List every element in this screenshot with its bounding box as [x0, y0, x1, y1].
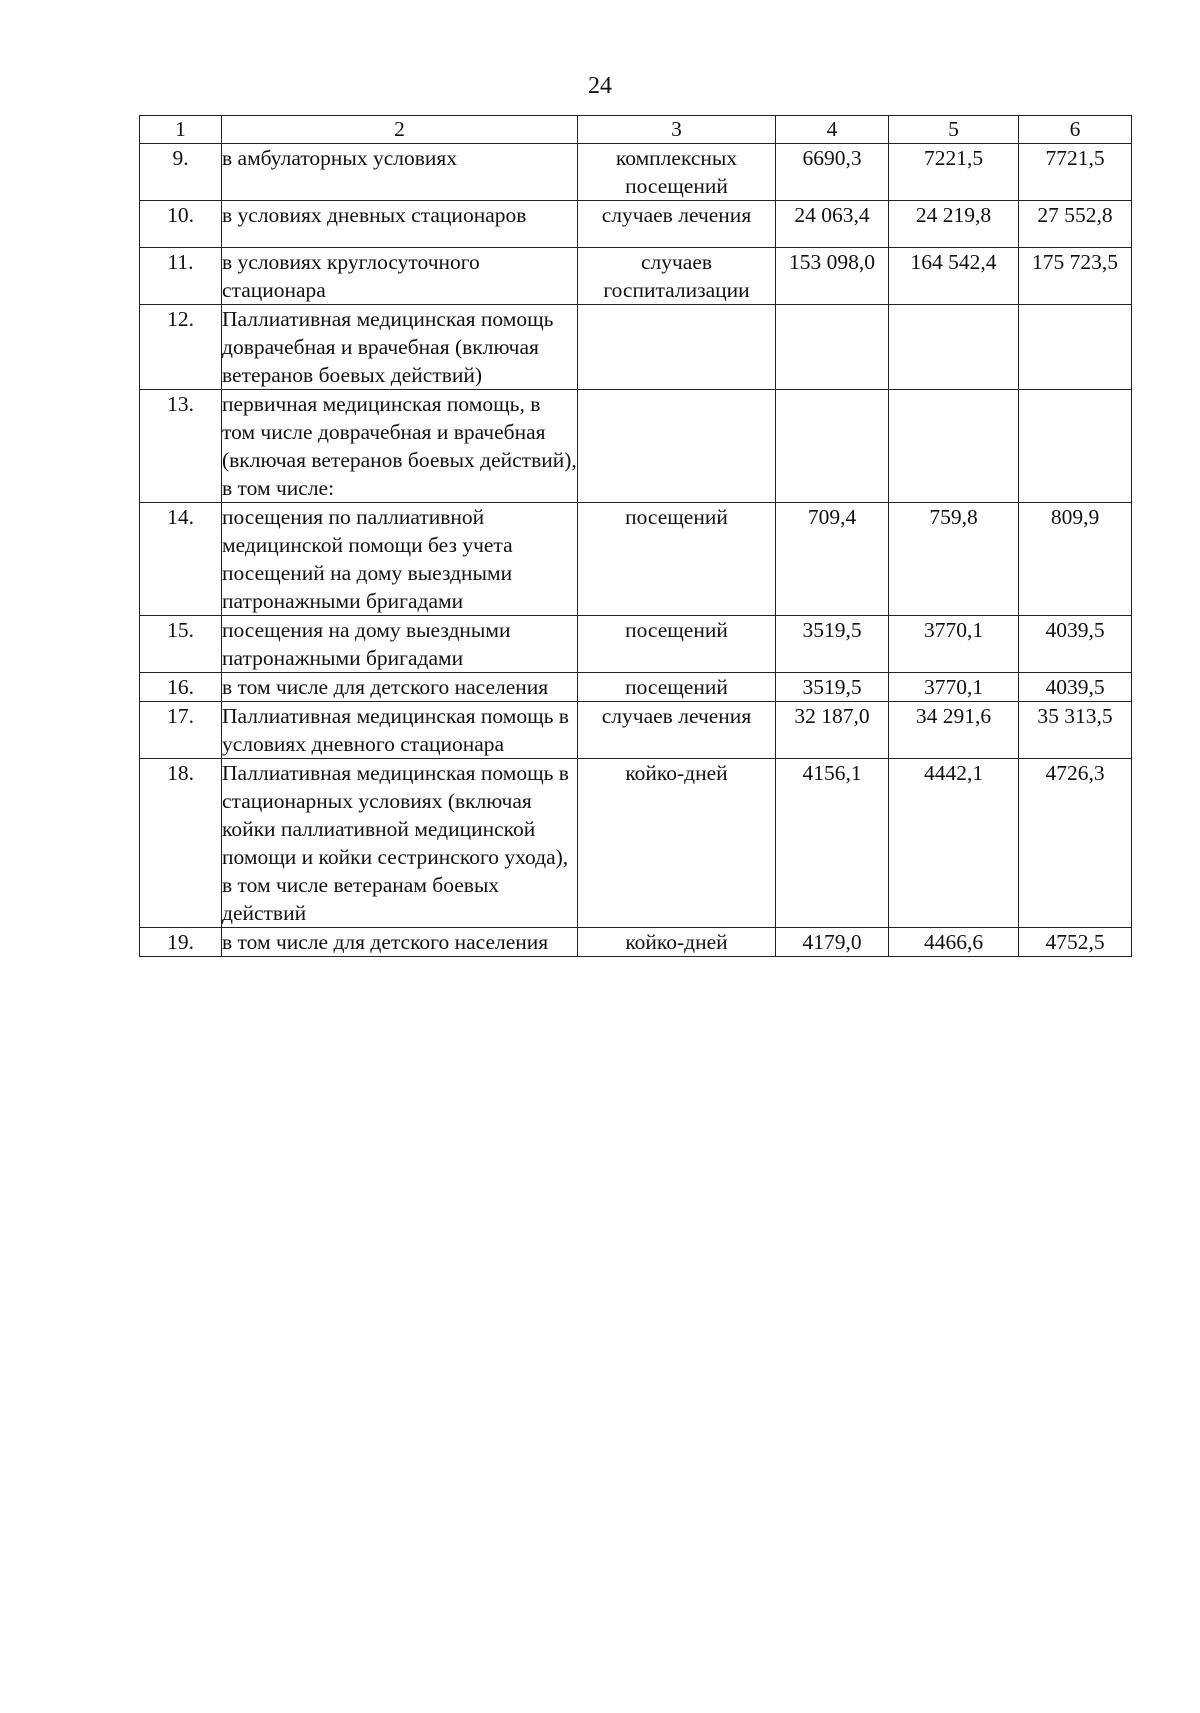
- table-row: [140, 305, 1132, 390]
- row-value-5: 4442,1: [889, 759, 1019, 928]
- row-value-4: [776, 305, 889, 390]
- row-name: Паллиативная медицинская помощь доврачебная и врачебная (включая ветеранов боевых действий): [222, 305, 578, 390]
- row-name: посещения по паллиативной медицинской помощи без учета посещений на дому выездными патронажными бригадами: [222, 503, 578, 616]
- row-name: в условиях круглосуточного стационара: [222, 248, 578, 305]
- row-value-4: 709,4: [776, 503, 889, 616]
- table-row: [140, 144, 1132, 201]
- row-unit: посещений: [578, 503, 776, 616]
- row-value-6: 4039,5: [1019, 616, 1132, 673]
- row-unit: случаев лечения: [578, 201, 776, 248]
- column-header-4: 4: [776, 116, 889, 144]
- row-number: 9.: [140, 144, 222, 201]
- row-value-6: 7721,5: [1019, 144, 1132, 201]
- row-unit: [578, 390, 776, 503]
- row-number: 19.: [140, 928, 222, 957]
- row-name: первичная медицинская помощь, в том числе доврачебная и врачебная (включая ветеранов боевых действий), в том числе:: [222, 390, 578, 503]
- row-value-4: 32 187,0: [776, 702, 889, 759]
- row-value-6: 27 552,8: [1019, 201, 1132, 248]
- row-value-6: 175 723,5: [1019, 248, 1132, 305]
- row-number: 16.: [140, 673, 222, 702]
- row-name: в амбулаторных условиях: [222, 144, 578, 201]
- row-unit: комплексных посещений: [578, 144, 776, 201]
- table-row: [140, 503, 1132, 616]
- row-value-4: 3519,5: [776, 616, 889, 673]
- row-unit: случаев лечения: [578, 702, 776, 759]
- row-number: 14.: [140, 503, 222, 616]
- row-value-5: 3770,1: [889, 616, 1019, 673]
- row-value-4: 6690,3: [776, 144, 889, 201]
- row-name: в условиях дневных стационаров: [222, 201, 578, 248]
- row-value-4: 4179,0: [776, 928, 889, 957]
- column-header-3: 3: [578, 116, 776, 144]
- row-unit: посещений: [578, 616, 776, 673]
- row-value-5: [889, 305, 1019, 390]
- table-row: [140, 702, 1132, 759]
- row-unit: [578, 305, 776, 390]
- row-value-5: 34 291,6: [889, 702, 1019, 759]
- table-row: [140, 248, 1132, 305]
- row-value-5: 7221,5: [889, 144, 1019, 201]
- row-number: 18.: [140, 759, 222, 928]
- column-header-2: 2: [222, 116, 578, 144]
- row-value-6: 4039,5: [1019, 673, 1132, 702]
- table-header-row: [140, 116, 1132, 144]
- row-unit: случаев госпитализации: [578, 248, 776, 305]
- row-value-4: 3519,5: [776, 673, 889, 702]
- row-name: в том числе для детского населения: [222, 673, 578, 702]
- row-number: 13.: [140, 390, 222, 503]
- column-header-1: 1: [140, 116, 222, 144]
- table-row: [140, 616, 1132, 673]
- page-number: 24: [588, 73, 612, 99]
- data-table: [139, 115, 1132, 957]
- row-value-6: 809,9: [1019, 503, 1132, 616]
- row-value-6: 4726,3: [1019, 759, 1132, 928]
- row-value-5: 759,8: [889, 503, 1019, 616]
- row-name: в том числе для детского населения: [222, 928, 578, 957]
- row-value-6: 4752,5: [1019, 928, 1132, 957]
- table-row: [140, 928, 1132, 957]
- row-number: 11.: [140, 248, 222, 305]
- row-value-4: 4156,1: [776, 759, 889, 928]
- column-header-6: 6: [1019, 116, 1132, 144]
- row-value-6: 35 313,5: [1019, 702, 1132, 759]
- row-name: посещения на дому выездными патронажными бригадами: [222, 616, 578, 673]
- table-row: [140, 759, 1132, 928]
- column-header-5: 5: [889, 116, 1019, 144]
- row-unit: койко-дней: [578, 759, 776, 928]
- row-value-5: [889, 390, 1019, 503]
- row-value-6: [1019, 305, 1132, 390]
- row-value-4: [776, 390, 889, 503]
- row-number: 17.: [140, 702, 222, 759]
- row-value-5: 4466,6: [889, 928, 1019, 957]
- row-value-5: 164 542,4: [889, 248, 1019, 305]
- row-number: 10.: [140, 201, 222, 248]
- row-value-4: 24 063,4: [776, 201, 889, 248]
- table-row: [140, 201, 1132, 248]
- row-name: Паллиативная медицинская помощь в условиях дневного стационара: [222, 702, 578, 759]
- row-value-5: 24 219,8: [889, 201, 1019, 248]
- row-value-6: [1019, 390, 1132, 503]
- row-number: 15.: [140, 616, 222, 673]
- row-value-5: 3770,1: [889, 673, 1019, 702]
- row-unit: посещений: [578, 673, 776, 702]
- row-unit: койко-дней: [578, 928, 776, 957]
- row-value-4: 153 098,0: [776, 248, 889, 305]
- row-number: 12.: [140, 305, 222, 390]
- row-name: Паллиативная медицинская помощь в стационарных условиях (включая койки паллиативной медицинской помощи и койки сестринского ухода), в том числе ветеранам боевых действий: [222, 759, 578, 928]
- table-row: [140, 673, 1132, 702]
- table-row: [140, 390, 1132, 503]
